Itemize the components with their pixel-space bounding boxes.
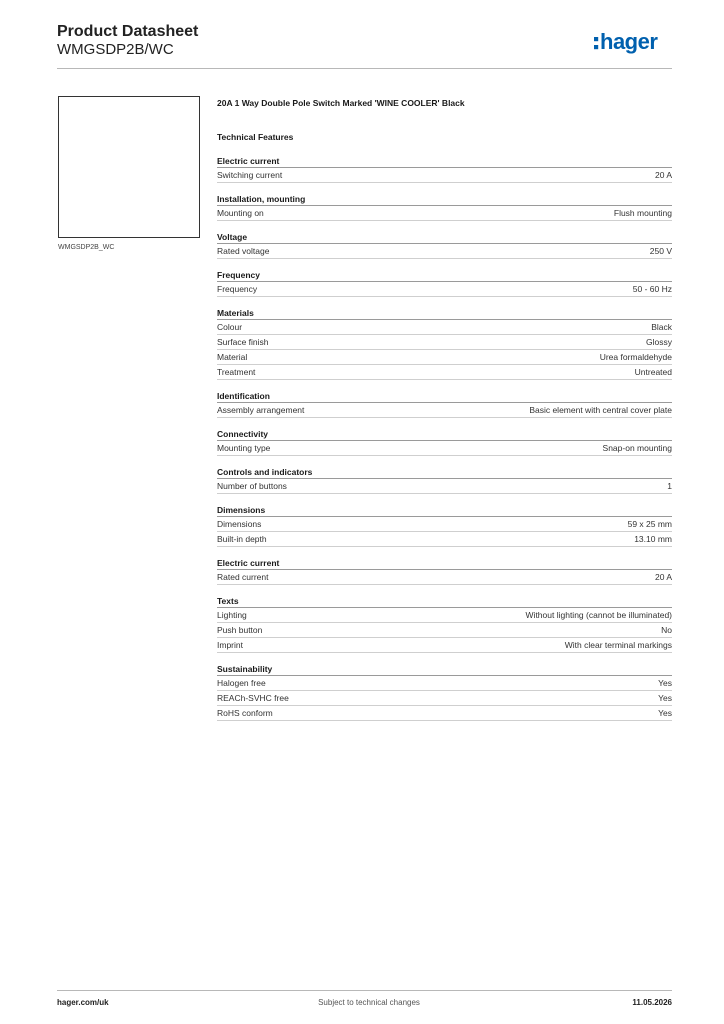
feature-row bbox=[217, 517, 672, 532]
footer-date: 11.05.2026 bbox=[632, 998, 672, 1007]
technical-features-heading: Technical Features bbox=[217, 132, 294, 142]
feature-group-title: Dimensions bbox=[217, 504, 672, 517]
feature-row bbox=[217, 320, 672, 335]
feature-group bbox=[217, 428, 672, 456]
feature-value: Without lighting (cannot be illuminated) bbox=[525, 610, 672, 620]
feature-label: Halogen free bbox=[217, 678, 266, 688]
feature-group bbox=[217, 557, 672, 585]
feature-group-title: Frequency bbox=[217, 269, 672, 282]
logo-dot-bottom bbox=[594, 45, 598, 49]
feature-value: Yes bbox=[658, 693, 672, 703]
feature-label: Rated current bbox=[217, 572, 269, 582]
footer-website[interactable]: hager.com/uk bbox=[57, 998, 109, 1007]
feature-value: No bbox=[661, 625, 672, 635]
feature-value: Untreated bbox=[634, 367, 672, 377]
feature-value: Yes bbox=[658, 708, 672, 718]
feature-value: 13.10 mm bbox=[634, 534, 672, 544]
feature-row bbox=[217, 479, 672, 494]
product-image-placeholder bbox=[58, 96, 200, 238]
hager-logo bbox=[594, 28, 674, 56]
feature-value: 250 V bbox=[649, 246, 672, 256]
feature-row bbox=[217, 570, 672, 585]
feature-label: Assembly arrangement bbox=[217, 405, 305, 415]
feature-row bbox=[217, 244, 672, 259]
feature-row bbox=[217, 335, 672, 350]
feature-group-title: Materials bbox=[217, 307, 672, 320]
feature-value: Basic element with central cover plate bbox=[529, 405, 672, 415]
feature-row bbox=[217, 532, 672, 547]
feature-value: Black bbox=[651, 322, 672, 332]
feature-group-title: Installation, mounting bbox=[217, 193, 672, 206]
feature-group-title: Electric current bbox=[217, 155, 672, 168]
feature-value: 50 - 60 Hz bbox=[632, 284, 672, 294]
feature-row bbox=[217, 206, 672, 221]
feature-label: Colour bbox=[217, 322, 243, 332]
footer-note: Subject to technical changes bbox=[318, 998, 420, 1007]
feature-row bbox=[217, 638, 672, 653]
feature-label: Lighting bbox=[217, 610, 247, 620]
product-description: 20A 1 Way Double Pole Switch Marked 'WINE COOLER' Black bbox=[217, 98, 465, 108]
feature-label: Mounting on bbox=[217, 208, 264, 218]
feature-row bbox=[217, 608, 672, 623]
feature-label: Surface finish bbox=[217, 337, 269, 347]
feature-group-title: Controls and indicators bbox=[217, 466, 672, 479]
footer-divider bbox=[57, 990, 672, 991]
header-divider bbox=[57, 68, 672, 69]
feature-row bbox=[217, 350, 672, 365]
feature-group-title: Identification bbox=[217, 390, 672, 403]
product-code: WMGSDP2B/WC bbox=[57, 41, 174, 58]
feature-label: Switching current bbox=[217, 170, 283, 180]
feature-value: Urea formaldehyde bbox=[599, 352, 672, 362]
feature-row bbox=[217, 623, 672, 638]
feature-label: RoHS conform bbox=[217, 708, 273, 718]
feature-row bbox=[217, 168, 672, 183]
feature-value: Yes bbox=[658, 678, 672, 688]
feature-value: Flush mounting bbox=[613, 208, 672, 218]
feature-value: 20 A bbox=[654, 572, 672, 582]
feature-group bbox=[217, 390, 672, 418]
feature-label: Imprint bbox=[217, 640, 243, 650]
feature-group-title: Electric current bbox=[217, 557, 672, 570]
feature-label: Material bbox=[217, 352, 248, 362]
feature-row bbox=[217, 441, 672, 456]
feature-value: 59 x 25 mm bbox=[627, 519, 672, 529]
feature-group-title: Sustainability bbox=[217, 663, 672, 676]
feature-label: Frequency bbox=[217, 284, 258, 294]
feature-group bbox=[217, 504, 672, 547]
feature-label: Treatment bbox=[217, 367, 256, 377]
feature-value: With clear terminal markings bbox=[564, 640, 672, 650]
feature-group bbox=[217, 595, 672, 653]
feature-row bbox=[217, 691, 672, 706]
feature-group bbox=[217, 155, 672, 183]
feature-value: 1 bbox=[667, 481, 672, 491]
feature-group-title: Voltage bbox=[217, 231, 672, 244]
feature-row bbox=[217, 706, 672, 721]
feature-row bbox=[217, 365, 672, 380]
feature-group bbox=[217, 307, 672, 380]
feature-value: 20 A bbox=[654, 170, 672, 180]
feature-group bbox=[217, 269, 672, 297]
feature-label: Mounting type bbox=[217, 443, 271, 453]
feature-row bbox=[217, 282, 672, 297]
page-header bbox=[57, 22, 198, 59]
feature-group bbox=[217, 466, 672, 494]
logo-dot-top bbox=[594, 37, 598, 41]
feature-row bbox=[217, 676, 672, 691]
feature-group bbox=[217, 231, 672, 259]
document-title: Product Datasheet bbox=[57, 23, 199, 40]
feature-group-title: Texts bbox=[217, 595, 672, 608]
feature-group-title: Connectivity bbox=[217, 428, 672, 441]
feature-group bbox=[217, 193, 672, 221]
feature-label: Dimensions bbox=[217, 519, 262, 529]
feature-label: Number of buttons bbox=[217, 481, 287, 491]
logo-text: hager bbox=[600, 29, 658, 54]
feature-group bbox=[217, 663, 672, 721]
datasheet-content bbox=[217, 96, 672, 731]
product-image-caption: WMGSDP2B_WC bbox=[58, 244, 115, 251]
feature-groups bbox=[217, 155, 672, 721]
feature-value: Snap-on mounting bbox=[602, 443, 672, 453]
feature-value: Glossy bbox=[646, 337, 672, 347]
feature-label: Rated voltage bbox=[217, 246, 270, 256]
feature-label: Built-in depth bbox=[217, 534, 267, 544]
feature-label: REACh-SVHC free bbox=[217, 693, 289, 703]
feature-label: Push button bbox=[217, 625, 263, 635]
feature-row bbox=[217, 403, 672, 418]
